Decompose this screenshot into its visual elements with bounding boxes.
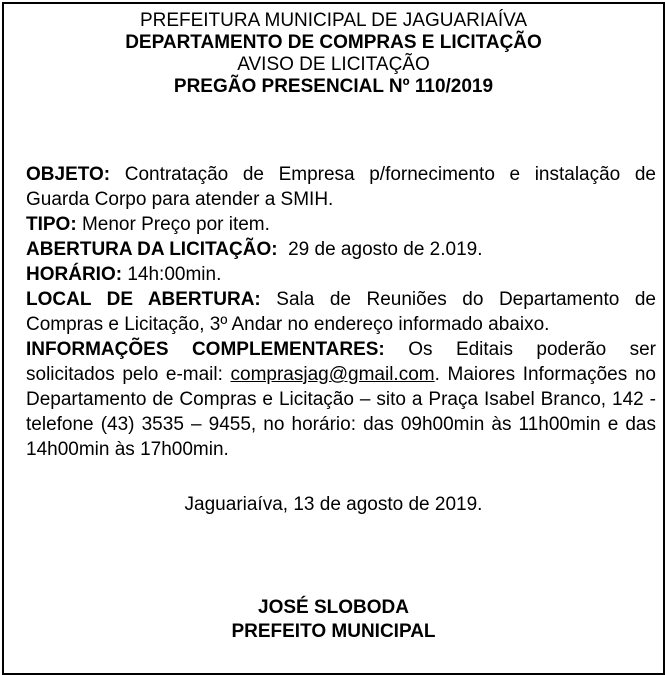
horario-paragraph	[26, 262, 656, 287]
abertura-paragraph	[26, 237, 656, 262]
abertura-label: ABERTURA DA LICITAÇÃO:	[26, 239, 278, 260]
local-paragraph	[26, 287, 656, 337]
signature-block	[4, 596, 663, 644]
municipality-name: PREFEITURA MUNICIPAL DE JAGUARIAÍVA	[139, 10, 528, 31]
informacoes-text-after: . Maiores Informações no Departamento de Compras e Licitação – sito a Praça Isabel Branco, 142 - telefone (43) 3535 – 9455, no horário: das 09h00min às 11h00min e das 14h00min às 17h00min.	[26, 364, 656, 460]
informacoes-text-before: Os Editais poderão ser solicitados pelo e-mail:	[26, 339, 656, 385]
notice-header	[4, 10, 663, 98]
abertura-text: 29 de agosto de 2.019.	[277, 239, 483, 260]
informacoes-label: INFORMAÇÕES COMPLEMENTARES:	[26, 339, 385, 360]
objeto-label: OBJETO:	[26, 164, 111, 185]
informacoes-paragraph	[26, 337, 656, 462]
tipo-paragraph	[26, 212, 656, 237]
tipo-text: Menor Preço por item.	[76, 214, 270, 235]
objeto-text: Contratação de Empresa p/fornecimento e instalação de Guarda Corpo para atender a SMIH.	[26, 164, 656, 210]
tipo-label: TIPO:	[26, 214, 77, 235]
notice-body	[26, 162, 656, 462]
notice-type: AVISO DE LICITAÇÃO	[237, 54, 430, 75]
dateline: Jaguariaíva, 13 de agosto de 2019.	[184, 494, 483, 515]
signatory-name: JOSÉ SLOBODA	[258, 597, 409, 618]
objeto-paragraph	[26, 162, 656, 212]
horario-text: 14h:00min.	[122, 264, 222, 285]
horario-label: HORÁRIO:	[26, 264, 123, 285]
notice-frame	[2, 2, 665, 675]
auction-number: PREGÃO PRESENCIAL Nº 110/2019	[173, 76, 494, 97]
department-name: DEPARTAMENTO DE COMPRAS E LICITAÇÃO	[125, 32, 542, 53]
signatory-title: PREFEITO MUNICIPAL	[231, 621, 436, 642]
local-label: LOCAL DE ABERTURA:	[26, 289, 261, 310]
email-link[interactable]: comprasjag@gmail.com	[230, 364, 435, 385]
local-text: Sala de Reuniões do Departamento de Compras e Licitação, 3º Andar no endereço informado abaixo.	[26, 289, 656, 335]
